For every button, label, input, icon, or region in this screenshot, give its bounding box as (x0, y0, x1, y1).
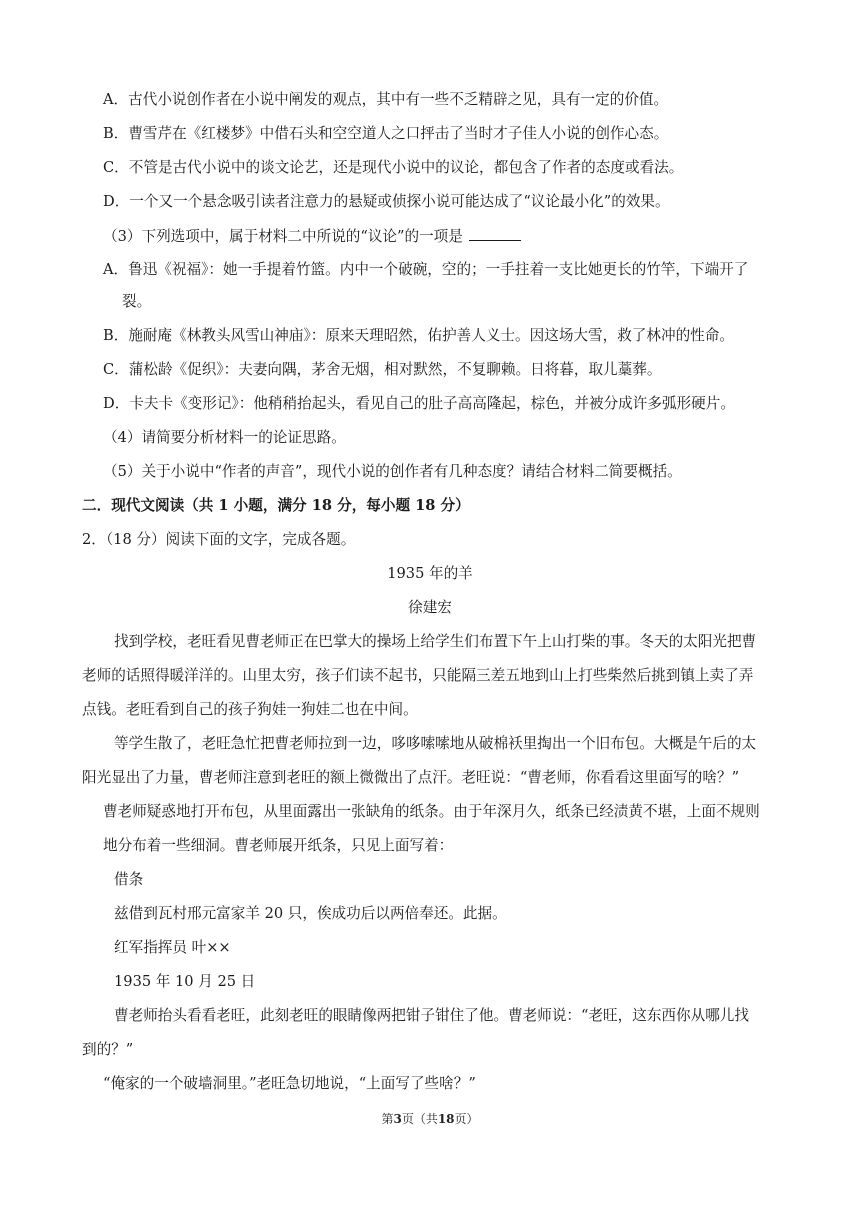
answer-blank (469, 226, 521, 241)
paragraph-1-line3: 点钱。老旺看到自己的孩子狗娃一狗娃二也在中间。 (82, 701, 418, 718)
note-heading: 借条 (114, 871, 144, 888)
q2-option-b: B．曹雪芹在《红楼梦》中借石头和空空道人之口抨击了当时才子佳人小说的创作心态。 (103, 125, 669, 142)
story-title: 1935 年的羊 (387, 565, 473, 582)
paragraph-5-line1: “俺家的一个破墙洞里。”老旺急切地说，“上面写了些啥？” (103, 1075, 476, 1092)
q2-option-d: D．一个又一个悬念吸引读者注意力的悬疑或侦探小说可能达成了“议论最小化”的效果。 (103, 193, 670, 210)
paragraph-3-line1: 曹老师疑惑地打开布包，从里面露出一张缺角的纸条。由于年深月久，纸条已经渍黄不堪，上面不规则 (103, 803, 760, 820)
q3-option-c: C．蒲松龄《促织》：夫妻向隅，茅舍无烟，相对默然，不复聊赖。日将暮，取儿藁葬。 (103, 361, 662, 378)
footer-total-pages: 18 (437, 1112, 455, 1126)
paragraph-1-line1: 找到学校，老旺看见曹老师正在巴掌大的操场上给学生们布置下午上山打柴的事。冬天的太阳光把曹 (114, 633, 757, 650)
q2-option-a: A．古代小说创作者在小说中阐发的观点，其中有一些不乏精辟之见，具有一定的价值。 (103, 91, 669, 108)
note-date: 1935 年 10 月 25 日 (114, 973, 256, 990)
paragraph-1-line2: 老师的话照得暖洋洋的。山里太穷，孩子们读不起书，只能隔三差五地到山上打些柴然后挑到镇上卖了弄 (82, 667, 754, 684)
paragraph-4-line2: 到的？” (82, 1041, 134, 1058)
paragraph-4-line1: 曹老师抬头看看老旺，此刻老旺的眼睛像两把钳子钳住了他。曹老师说：“老旺，这东西你从哪儿找 (114, 1007, 749, 1024)
footer-mid: 页（共 (401, 1112, 438, 1126)
q3-option-a-line2: 裂。 (122, 293, 152, 310)
question-2-heading: 2．（18 分）阅读下面的文字，完成各题。 (82, 531, 356, 548)
paragraph-3-line2: 地分布着一些细洞。曹老师展开纸条，只见上面写着： (103, 837, 454, 854)
question-3-stem (103, 226, 521, 247)
note-signature: 红军指挥员 叶×× (114, 939, 231, 956)
footer-prefix: 第 (381, 1112, 394, 1126)
story-author: 徐建宏 (408, 599, 452, 616)
paragraph-2-line1: 等学生散了，老旺急忙把曹老师拉到一边，哆哆嗦嗦地从破棉袄里掏出一个旧布包。大概是午后的太 (114, 735, 757, 752)
q3-option-a-line1: A．鲁迅《祝福》：她一手提着竹篮。内中一个破碗，空的；一手拄着一支比她更长的竹竿，下端开了 (103, 261, 749, 278)
footer-suffix: 页） (454, 1112, 479, 1126)
footer-page-number: 3 (393, 1112, 402, 1126)
paragraph-2-line2: 阳光显出了力量，曹老师注意到老旺的额上微微出了点汗。老旺说：“曹老师，你看看这里面写的啥？” (82, 769, 740, 786)
q3-option-b: B．施耐庵《林教头风雪山神庙》：原来天理昭然，佑护善人义士。因这场大雪，救了林冲的性命。 (103, 327, 734, 344)
note-body: 兹借到瓦村邢元富家羊 20 只，俟成功后以两倍奉还。此据。 (114, 905, 507, 922)
page-footer (0, 1110, 860, 1128)
q2-option-c: C．不管是古代小说中的谈文论艺，还是现代小说中的议论，都包含了作者的态度或看法。 (103, 159, 684, 176)
q3-option-d: D．卡夫卡《变形记》：他稍稍抬起头，看见自己的肚子高高隆起，棕色，并被分成许多弧形硬片。 (103, 395, 735, 412)
question-4: （4）请简要分析材料一的论证思路。 (103, 429, 346, 446)
question-5: （5）关于小说中“作者的声音”，现代小说的创作者有几种态度？请结合材料二简要概括。 (103, 463, 682, 480)
question-3-text: （3）下列选项中，属于材料二中所说的“议论”的一项是 (103, 228, 463, 245)
section-heading: 二．现代文阅读（共 1 小题，满分 18 分，每小题 18 分） (82, 497, 470, 514)
